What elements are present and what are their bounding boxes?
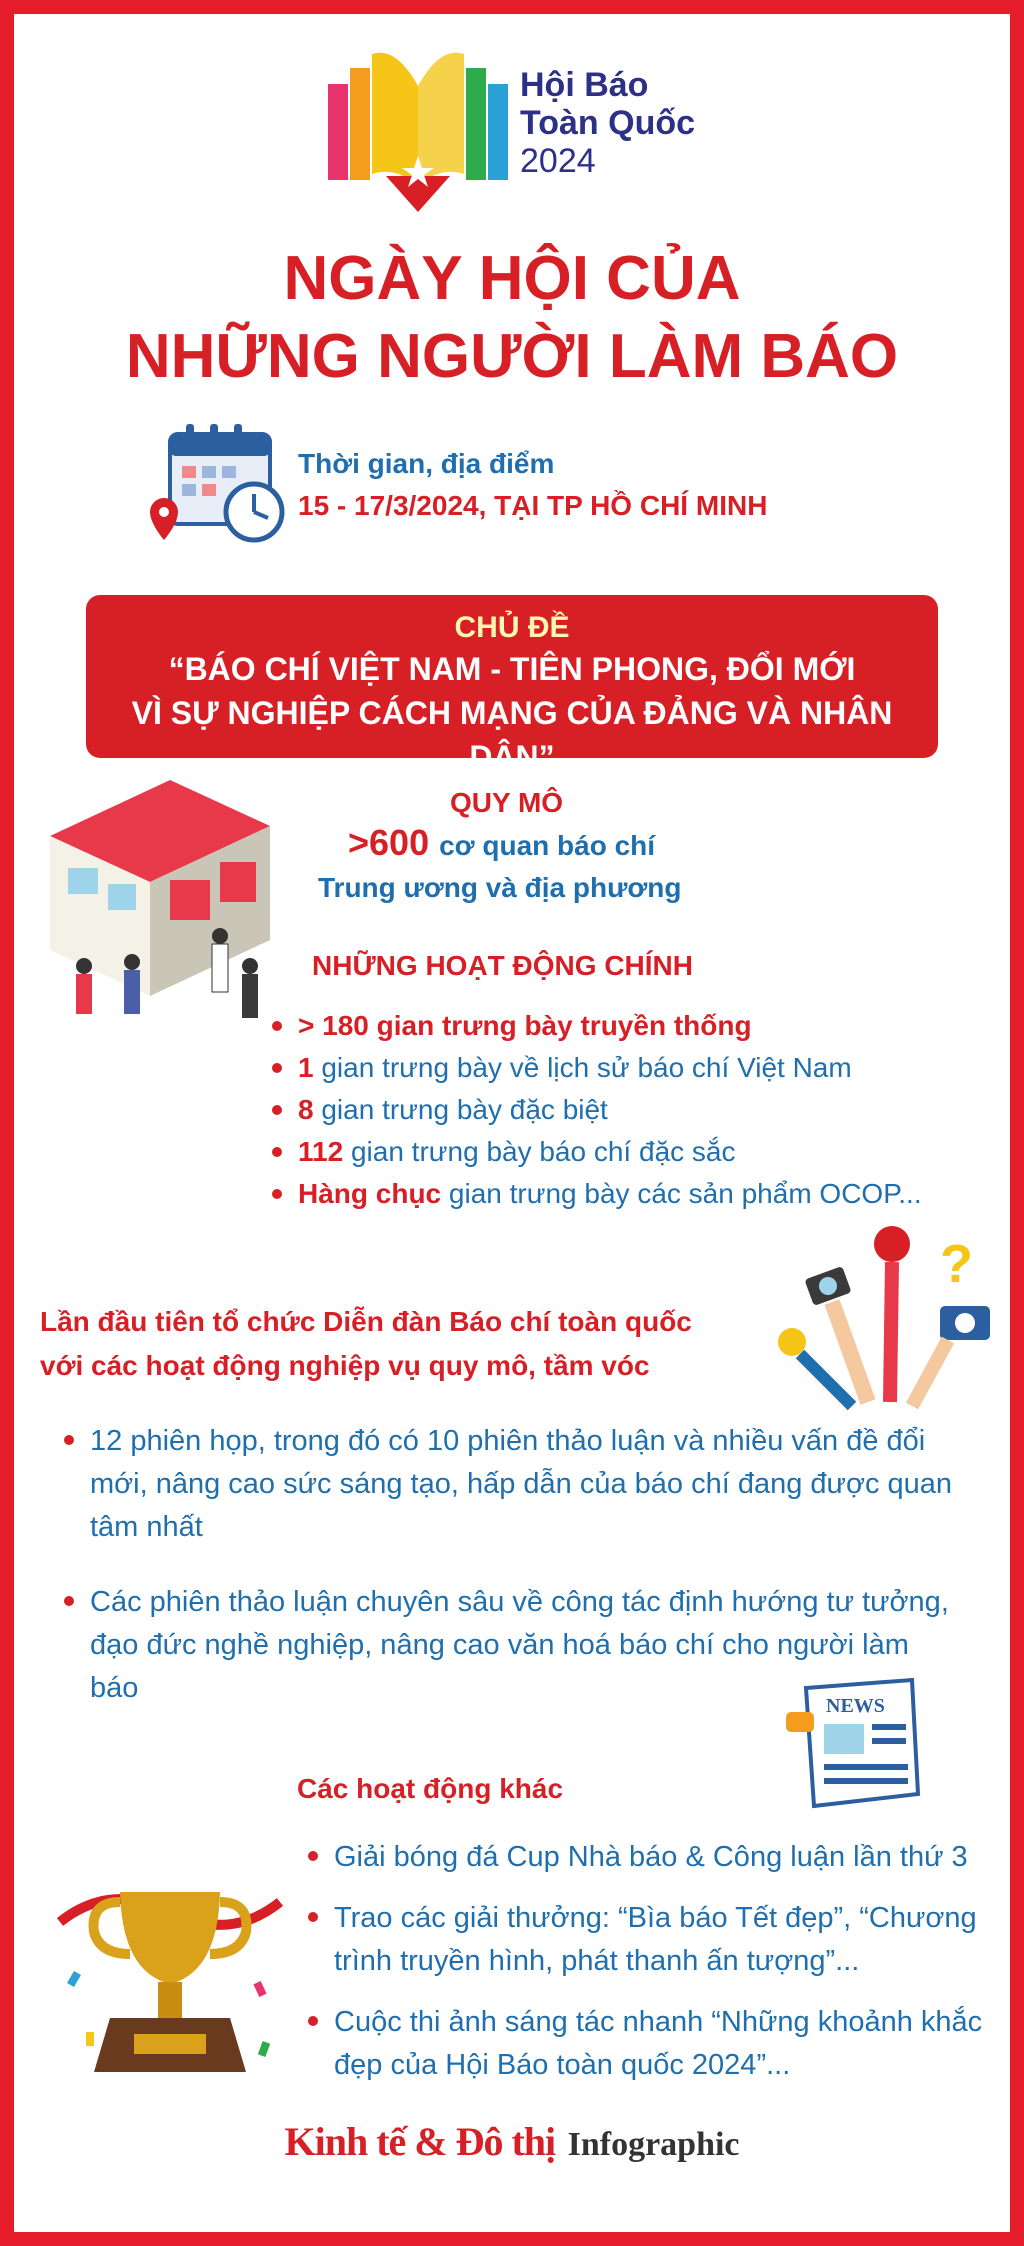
theme-line1: “BÁO CHÍ VIỆT NAM - TIÊN PHONG, ĐỔI MỚI [168, 651, 856, 687]
forum-heading [40, 1300, 692, 1388]
forum-heading-line2: với các hoạt động nghiệp vụ quy mô, tầm vóc [40, 1350, 650, 1381]
list-item: 8 gian trưng bày đặc biệt [268, 1089, 922, 1131]
brand-subtitle: Infographic [567, 2126, 740, 2163]
time-location-value: 15 - 17/3/2024, TẠI TP HỒ CHÍ MINH [298, 490, 768, 521]
scale-heading: QUY MÔ [450, 787, 564, 818]
main-activities-heading: NHỮNG HOẠT ĐỘNG CHÍNH [312, 950, 693, 981]
svg-text:NEWS: NEWS [826, 1695, 885, 1717]
list-item: 112 gian trưng bày báo chí đặc sắc [268, 1131, 922, 1173]
list-item: 1 gian trưng bày về lịch sử báo chí Việt Nam [268, 1047, 922, 1089]
scale-number: >600 [348, 822, 430, 863]
list-item: Hàng chục gian trưng bày các sản phẩm OCOP... [268, 1173, 922, 1215]
microphones-illustration [772, 1222, 1000, 1412]
main-title-line1: NGÀY HỘI CỦA [283, 244, 741, 313]
svg-text:?: ? [940, 1234, 973, 1294]
main-title-line2: NHỮNG NGƯỜI LÀM BÁO [125, 322, 899, 391]
scale-unit: cơ quan báo chí [439, 830, 656, 861]
logo-year: 2024 [520, 142, 596, 180]
scale-subtitle: Trung ương và địa phương [318, 872, 682, 903]
theme-box [86, 595, 938, 775]
event-logo-text [520, 66, 695, 180]
logo-line2: Toàn Quốc [520, 104, 696, 142]
main-activities-list [268, 1005, 922, 1215]
time-location-label: Thời gian, địa điểm [298, 448, 555, 479]
scale-count [348, 822, 655, 864]
list-item: Trao các giải thưởng: “Bìa báo Tết đẹp”, “Chương trình truyền hình, phát thanh ấn tượng”... [304, 1897, 1004, 1983]
list-item: Các phiên thảo luận chuyên sâu về công tác định hướng tư tưởng, đạo đức nghề nghiệp, nâng cao văn hoá báo chí cho người làm báo [60, 1581, 960, 1710]
newspaper-icon [784, 1676, 934, 1816]
logo-line1: Hội Báo [520, 66, 649, 104]
other-activities-list [304, 1836, 1004, 2105]
list-item: Giải bóng đá Cup Nhà báo & Công luận lần thứ 3 [304, 1836, 1004, 1879]
theme-label: CHỦ ĐỀ [454, 611, 570, 644]
forum-heading-line1: Lần đầu tiên tổ chức Diễn đàn Báo chí toàn quốc [40, 1306, 692, 1337]
other-activities-heading: Các hoạt động khác [297, 1773, 564, 1804]
footer-brand [0, 2118, 1024, 2165]
theme-line2: VÌ SỰ NGHIỆP CÁCH MẠNG CỦA ĐẢNG VÀ NHÂN DÂN” [131, 695, 893, 775]
list-item: 12 phiên họp, trong đó có 10 phiên thảo luận và nhiều vấn đề đổi mới, nâng cao sức sáng tạo, hấp dẫn của báo chí đang được quan tâm nhất [60, 1420, 960, 1549]
list-item: Cuộc thi ảnh sáng tác nhanh “Những khoảnh khắc đẹp của Hội Báo toàn quốc 2024”... [304, 2001, 1004, 2087]
brand-logo: Kinh tế & Đô thị [284, 2119, 556, 2164]
trophy-illustration [50, 1862, 290, 2082]
book-logo-icon [326, 46, 510, 214]
calendar-clock-icon [146, 420, 286, 554]
location-pin-icon [150, 498, 178, 540]
list-item: > 180 gian trưng bày truyền thống [268, 1005, 922, 1047]
exhibition-booth-illustration [20, 776, 280, 1036]
